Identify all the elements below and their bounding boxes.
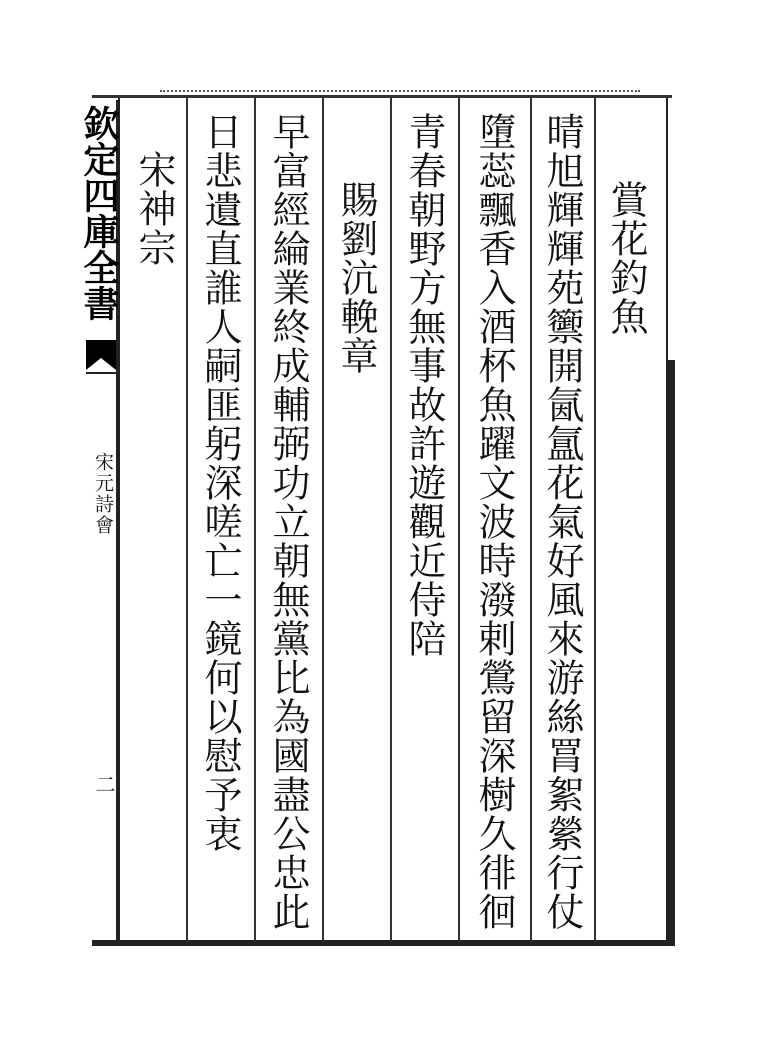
poem-title: 賜劉沆輓章 — [334, 180, 378, 375]
frame-right-border — [667, 360, 675, 943]
book-title: 宋元詩會 — [92, 452, 114, 536]
column-rule — [530, 97, 532, 942]
frame-top-dots — [160, 90, 640, 94]
collection-title: 欽定四庫全書 — [78, 105, 120, 321]
column-rule — [458, 97, 460, 942]
page-number: 二 — [92, 774, 116, 794]
frame-top-border — [92, 95, 672, 98]
column-rule — [186, 97, 188, 942]
column-rule — [254, 97, 256, 942]
fishtail-rule — [86, 372, 116, 374]
column-rule — [322, 97, 324, 942]
poem-line: 墮蕊飄香入酒杯魚躍文波時潑剌鶯留深樹久徘徊 — [472, 112, 516, 931]
poem-line: 早富經綸業終成輔弼功立朝無黨比為國盡公忠此 — [266, 112, 310, 931]
author-name: 宋神宗 — [132, 150, 176, 267]
poem-title: 賞花釣魚 — [604, 180, 648, 336]
poem-line: 日悲遺直誰人嗣匪躬深嗟亡一鏡何以慰予衷 — [198, 112, 242, 853]
column-rule — [594, 97, 596, 942]
poem-line: 青春朝野方無事故許遊觀近侍陪 — [402, 112, 446, 658]
poem-line: 晴旭輝輝苑籞開氤氲花氣好風來游絲罥絮縈行仗 — [540, 112, 584, 931]
frame-bottom-border — [92, 940, 675, 946]
column-rule — [390, 97, 392, 942]
